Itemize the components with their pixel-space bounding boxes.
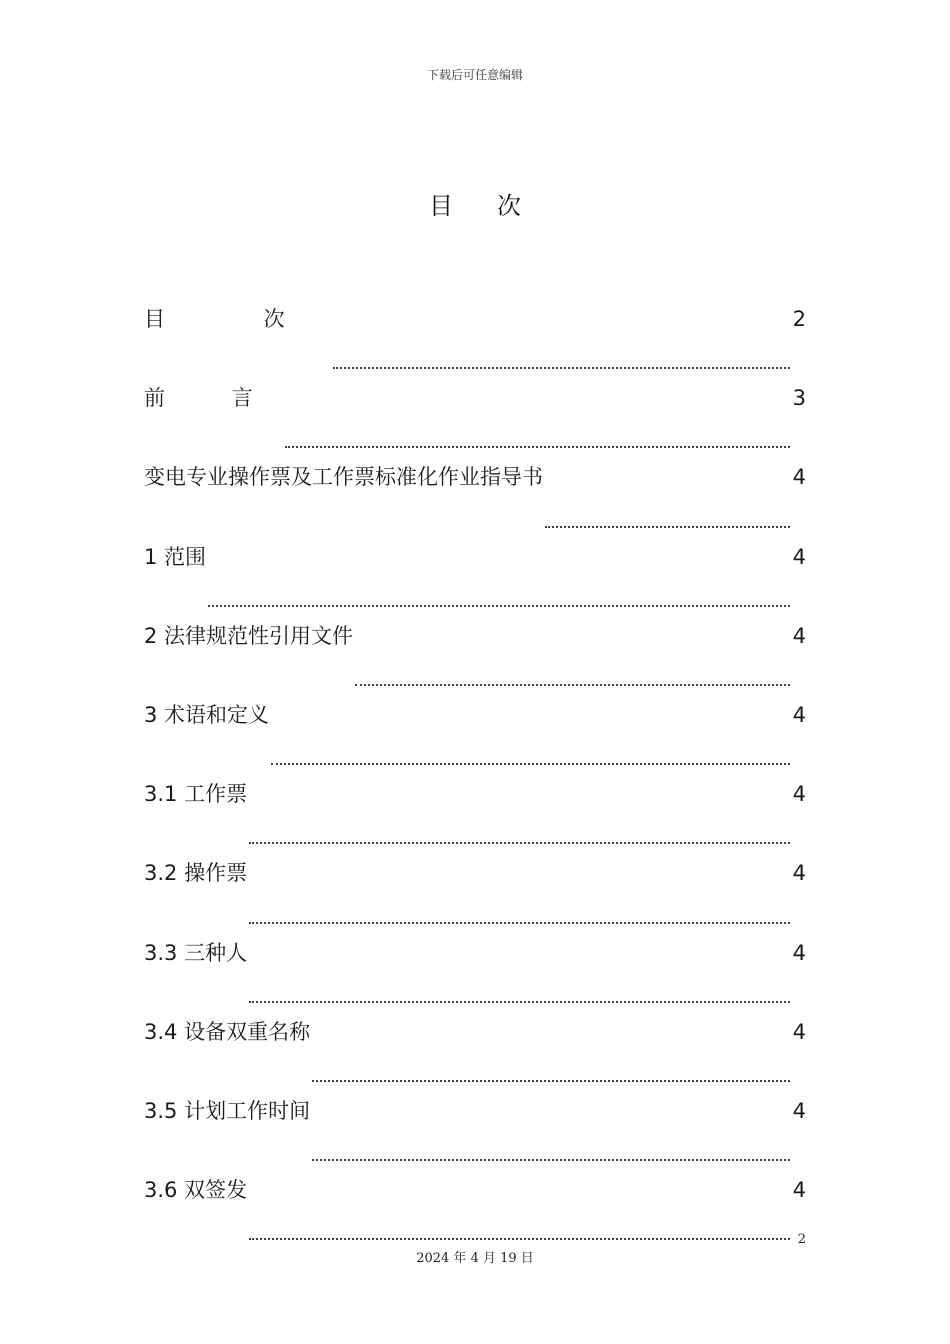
toc-entry[interactable] bbox=[144, 300, 806, 379]
toc-entry-label: 2 法律规范性引用文件 bbox=[144, 623, 354, 648]
header-note: 下载后可任意编辑 bbox=[426, 68, 523, 82]
toc-entry[interactable] bbox=[144, 696, 806, 775]
toc-entry[interactable] bbox=[144, 775, 806, 854]
toc-entry[interactable] bbox=[144, 617, 806, 696]
toc-leader-dots bbox=[355, 684, 790, 686]
toc-leader-dots bbox=[249, 922, 790, 924]
toc-entry-page: 4 bbox=[792, 544, 806, 569]
toc-entry-page: 4 bbox=[792, 1019, 806, 1044]
toc-entry-label: 3.2 操作票 bbox=[144, 861, 248, 886]
toc-entry[interactable] bbox=[144, 1013, 806, 1092]
toc-entry-label: 3.1 工作票 bbox=[144, 782, 248, 807]
footer-date: 2024 年 4 月 19 日 bbox=[416, 1251, 534, 1266]
page-title: 目次 bbox=[429, 192, 565, 220]
toc-entry-page: 2 bbox=[792, 307, 806, 331]
toc-leader-dots bbox=[312, 1159, 790, 1161]
toc-entry-label: 变电专业操作票及工作票标准化作业指导书 bbox=[144, 465, 543, 490]
toc-entry[interactable] bbox=[144, 458, 806, 537]
toc-entry[interactable] bbox=[144, 854, 806, 933]
toc-entry-label: 前 言 bbox=[144, 386, 283, 411]
toc-leader-dots bbox=[249, 842, 790, 844]
toc-leader-dots bbox=[545, 526, 790, 528]
toc-leader-dots bbox=[271, 763, 790, 765]
toc-entry-label: 3.4 设备双重名称 bbox=[144, 1019, 311, 1044]
toc-entry-label: 3.5 计划工作时间 bbox=[144, 1098, 311, 1123]
toc-entry-page: 3 bbox=[792, 386, 806, 411]
page-number: 2 bbox=[797, 1232, 806, 1247]
toc-leader-dots bbox=[249, 1001, 790, 1003]
table-of-contents bbox=[144, 300, 806, 1250]
toc-entry-page: 4 bbox=[792, 861, 806, 886]
toc-leader-dots bbox=[208, 605, 790, 607]
toc-leader-dots bbox=[249, 1238, 790, 1240]
toc-entry-label: 目 次 bbox=[144, 307, 331, 331]
toc-entry-page: 4 bbox=[792, 1098, 806, 1123]
toc-entry[interactable] bbox=[144, 379, 806, 458]
toc-leader-dots bbox=[285, 446, 790, 448]
toc-entry-page: 4 bbox=[792, 623, 806, 648]
toc-entry[interactable] bbox=[144, 1171, 806, 1250]
toc-entry[interactable] bbox=[144, 934, 806, 1013]
toc-entry-page: 4 bbox=[792, 465, 806, 490]
toc-entry-page: 4 bbox=[792, 782, 806, 807]
toc-entry-label: 1 范围 bbox=[144, 544, 207, 569]
toc-entry-page: 4 bbox=[792, 940, 806, 965]
toc-entry[interactable] bbox=[144, 538, 806, 617]
toc-entry-label: 3.3 三种人 bbox=[144, 940, 248, 965]
toc-leader-dots bbox=[333, 367, 790, 369]
toc-entry[interactable] bbox=[144, 1092, 806, 1171]
toc-leader-dots bbox=[312, 1080, 790, 1082]
toc-entry-label: 3.6 双签发 bbox=[144, 1178, 248, 1203]
toc-entry-page: 4 bbox=[792, 1178, 806, 1203]
toc-entry-page: 4 bbox=[792, 702, 806, 727]
toc-entry-label: 3 术语和定义 bbox=[144, 702, 270, 727]
